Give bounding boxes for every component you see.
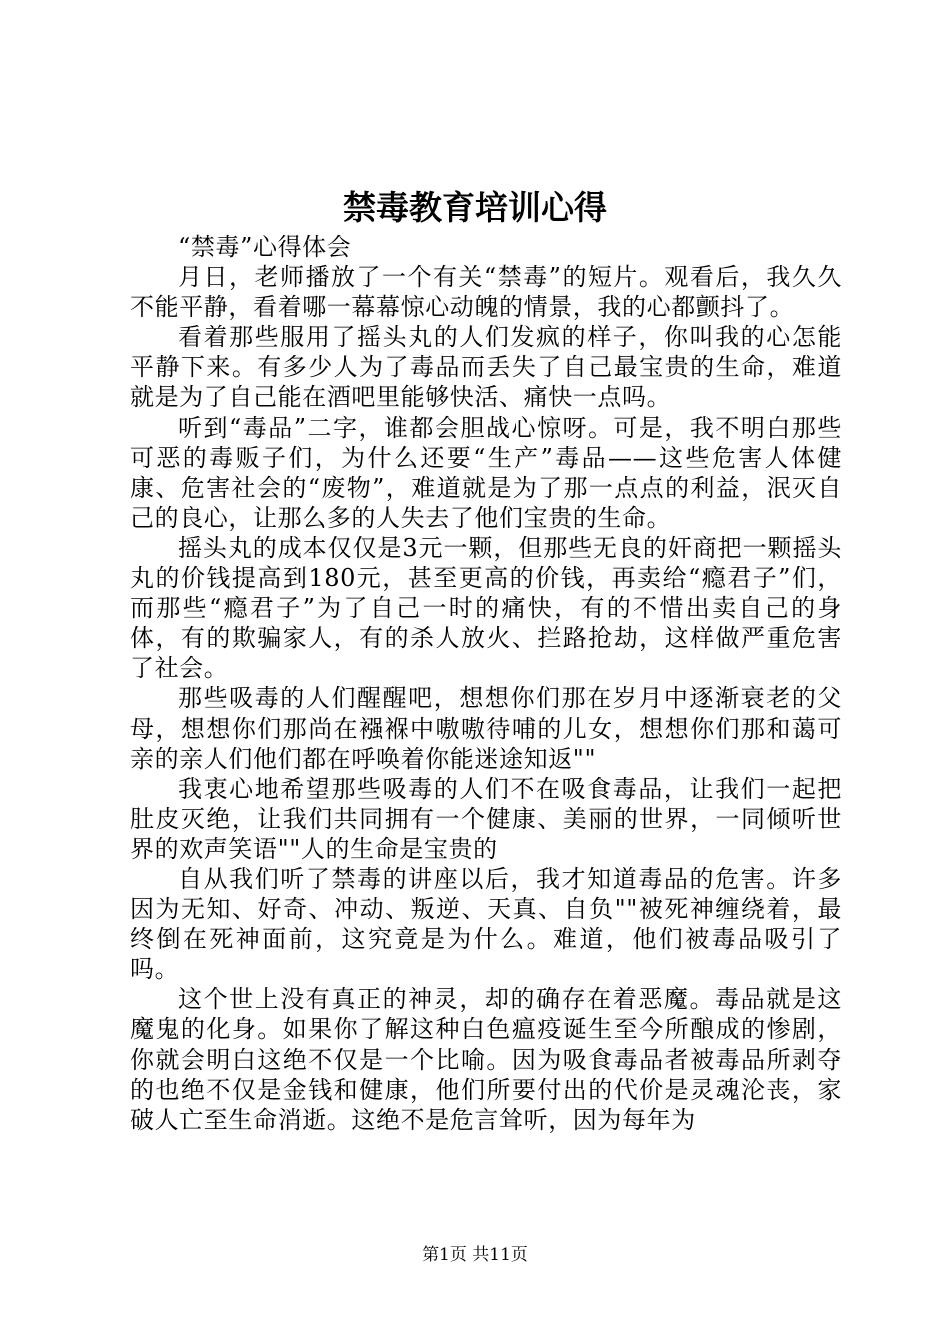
paragraph: 看着那些服用了摇头丸的人们发疯的样子，你叫我的心怎能平静下来。有多少人为了毒品而丢失了自己最宝贵的生命，难道就是为了自己能在酒吧里能够快活、痛快一点吗。 [130, 323, 842, 412]
document-title: 禁毒教育培训心得 [343, 188, 607, 227]
paragraph: 那些吸毒的人们醒醒吧，想想你们那在岁月中逐渐衰老的父母，想想你们那尚在襁褓中嗷嗷待哺的儿女，想想你们那和蔼可亲的亲人们他们都在呼唤着你能迷途知返"" [130, 684, 842, 773]
paragraph: 这个世上没有真正的神灵，却的确存在着恶魔。毒品就是这魔鬼的化身。如果你了解这种白色瘟疫诞生至今所酿成的惨剧，你就会明白这绝不仅是一个比喻。因为吸食毒品者被毒品所剥夺的也绝不仅是金钱和健康，他们所要付出的代价是灵魂沦丧，家破人亡至生命消逝。这绝不是危言耸听，因为每年为 [130, 985, 842, 1134]
paragraph: 摇头丸的成本仅仅是3元一颗，但那些无良的奸商把一颗摇头丸的价钱提高到180元，甚至更高的价钱，再卖给“瘾君子”们，而那些“瘾君子”为了自己一时的痛快，有的不惜出卖自己的身体，有的欺骗家人，有的杀人放火、拦路抢劫，这样做严重危害了社会。 [130, 533, 842, 683]
paragraph: 听到“毒品”二字，谁都会胆战心惊呀。可是，我不明白那些可恶的毒贩子们，为什么还要“生产”毒品——这些危害人体健康、危害社会的“废物”，难道就是为了那一点点的利益，泯灭自己的良心，让那么多的人失去了他们宝贵的生命。 [130, 413, 842, 532]
page-number-footer: 第1页 共11页 [422, 1245, 528, 1265]
paragraph: 自从我们听了禁毒的讲座以后，我才知道毒品的危害。许多因为无知、好奇、冲动、叛逆、天真、自负""被死神缠绕着，最终倒在死神面前，这究竟是为什么。难道，他们被毒品吸引了吗。 [130, 864, 842, 984]
paragraph: 我衷心地希望那些吸毒的人们不在吸食毒品，让我们一起把肚皮灭绝，让我们共同拥有一个健康、美丽的世界，一同倾听世界的欢声笑语""人的生命是宝贵的 [130, 774, 842, 863]
paragraph: 月日，老师播放了一个有关“禁毒”的短片。观看后，我久久不能平静，看着哪一幕幕惊心动魄的情景，我的心都颤抖了。 [130, 263, 842, 322]
document-body [130, 232, 842, 1135]
paragraph: “禁毒”心得体会 [178, 233, 352, 261]
